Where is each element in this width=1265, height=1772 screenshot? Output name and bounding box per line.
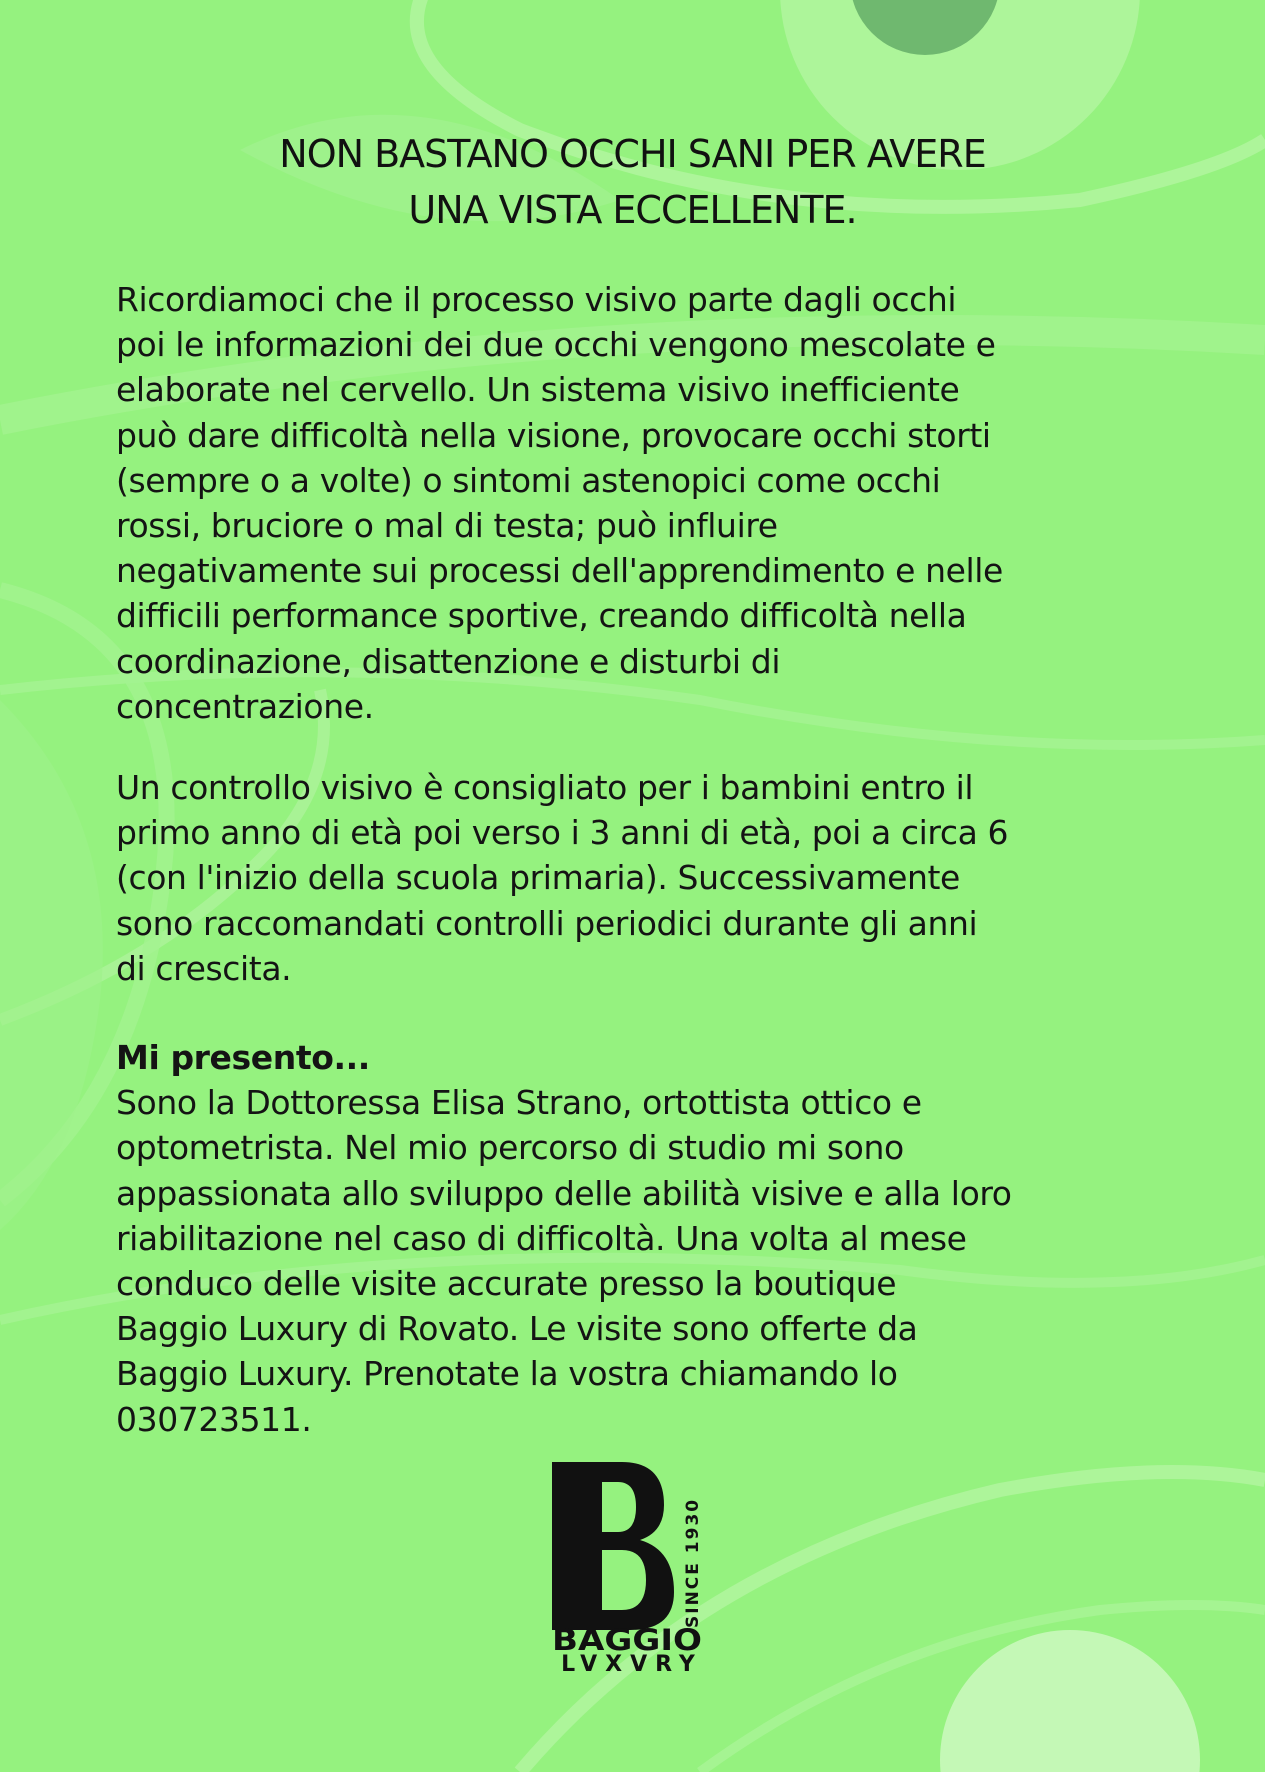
logo-tagline: LVXVRY [561,1652,703,1677]
logo-b-mark [552,1462,674,1630]
logo-name: BAGGIO [552,1623,702,1657]
text-line: primo anno di età poi verso i 3 anni di età, poi a circa 6 [116,813,1009,853]
text-line: di crescita. [116,948,292,988]
text-line: Baggio Luxury. Prenotate la vostra chiamando lo [116,1354,898,1394]
text-line: 030723511. [116,1399,312,1439]
text-line: difficili performance sportive, creando difficoltà nella [116,596,967,636]
text-line: elaborate nel cervello. Un sistema visivo inefficiente [116,370,960,410]
text-line: Un controllo visivo è consigliato per i bambini entro il [116,768,974,807]
text-line: Ricordiamoci che il processo visivo parte dagli occhi [116,280,957,319]
headline-line: UNA VISTA ECCELLENTE. [408,188,857,232]
logo-since: SINCE 1930 [683,1497,703,1628]
text-line: coordinazione, disattenzione e disturbi di [116,641,781,681]
text-line: (con l'inizio della scuola primaria). Successivamente [116,858,960,898]
text-line: poi le informazioni dei due occhi vengono mescolate e [116,325,996,365]
headline [140,126,1125,238]
text-line: appassionata allo sviluppo delle abilità visive e alla loro [116,1173,1012,1213]
text-line: optometrista. Nel mio percorso di studio mi sono [116,1128,904,1168]
text-line: concentrazione. [116,686,374,726]
logo-b-bar [552,1462,566,1630]
text-line: negativamente sui processi dell'apprendimento e nelle [116,551,1003,591]
paragraph-introduction [116,1035,1166,1442]
text-line: conduco delle visite accurate presso la boutique [116,1264,897,1304]
text-line: può dare difficoltà nella visione, provocare occhi storti [116,415,991,455]
headline-line: NON BASTANO OCCHI SANI PER AVERE [279,132,986,176]
text-line: Baggio Luxury di Rovato. Le visite sono offerte da [116,1309,918,1349]
text-line: (sempre o a volte) o sintomi astenopici come occhi [116,460,941,500]
intro-heading: Mi presento... [116,1038,370,1077]
text-line: sono raccomandati controlli periodici durante gli anni [116,903,978,943]
text-line: riabilitazione nel caso di difficoltà. Una volta al mese [116,1218,967,1258]
baggio-luxury-logo [552,1460,712,1660]
text-line: rossi, bruciore o mal di testa; può influire [116,506,778,546]
paragraph-visual-process [116,277,1166,729]
paragraph-children-checkup [116,765,1166,991]
text-line: Sono la Dottoressa Elisa Strano, ortottista ottico e [116,1083,922,1123]
